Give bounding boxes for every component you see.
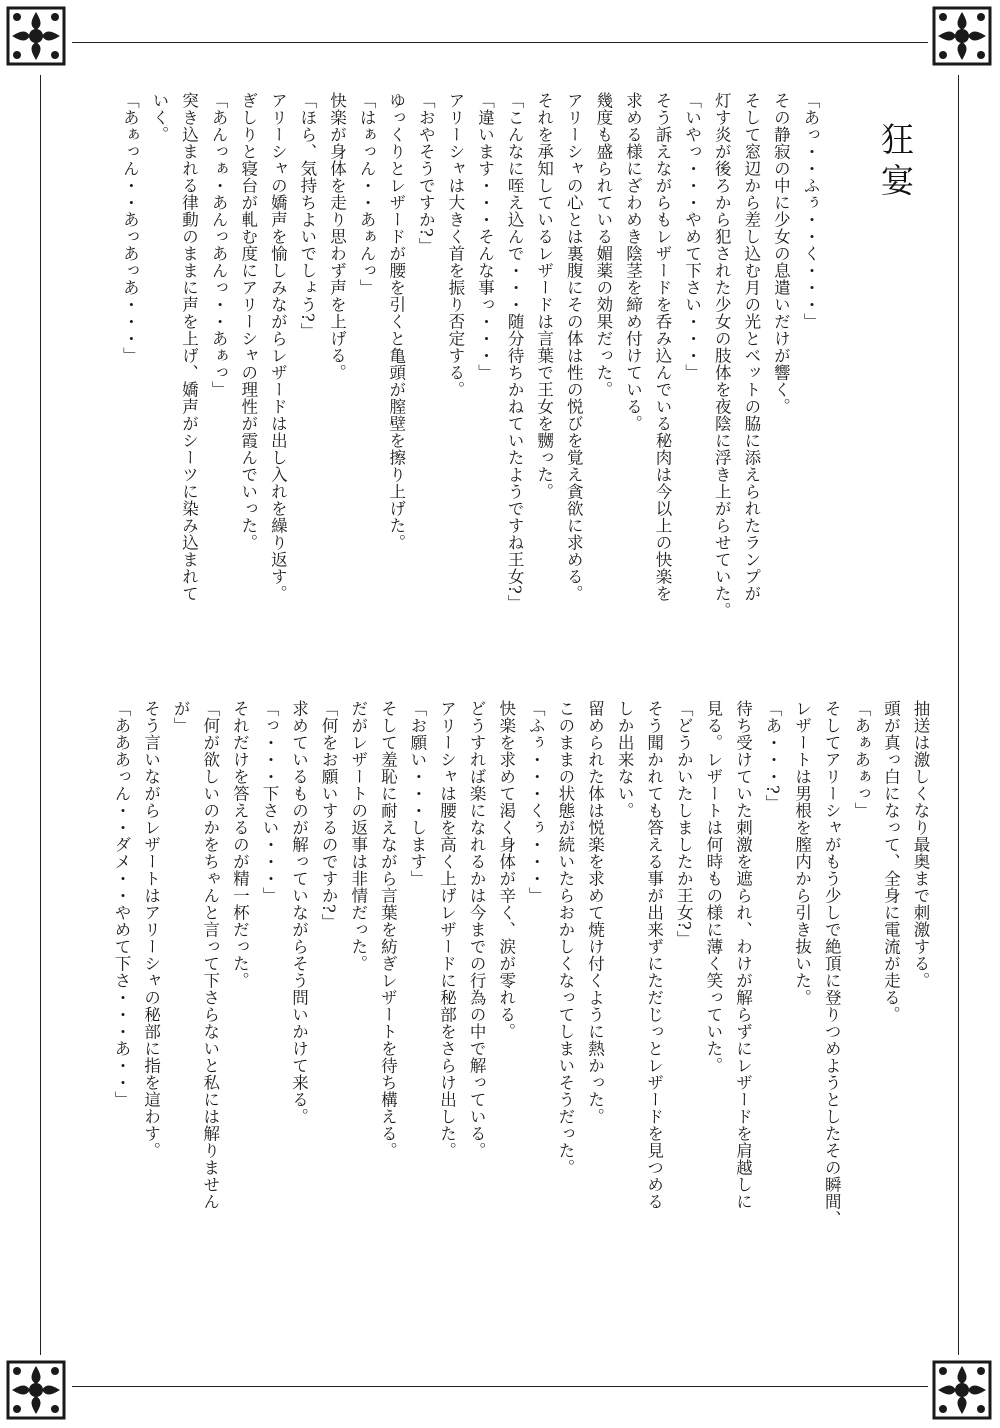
text-line: 待ち受けていた刺激を遮られ、わけが解らずにレザードを肩越しに: [733, 700, 753, 1210]
text-line: 抽送は激しくなり最奥まで刺激する。: [911, 700, 930, 989]
text-line: 「あっ・・ふぅ・・く・・・」: [801, 92, 820, 330]
text-line: 「あんっぁ・あんっあんっ・・あぁっ」: [209, 92, 229, 398]
text-line: そう訴えながらもレザードを呑み込んでいる秘肉は今以上の快楽を: [653, 92, 673, 602]
text-line: 「違います・・・そんな事っ・・・」: [475, 92, 495, 381]
text-line: 「おやそうですか?」: [416, 92, 436, 255]
text-line: 「あああっん・・ダメ・・やめて下さ・・・あ・・」: [111, 700, 131, 1108]
text-line: このままの状態が続いたらおかしくなってしまいそうだった。: [555, 700, 575, 1176]
text-line: 突き込まれる律動のままに声を上げ、嬌声がシーツに染み込まれて: [179, 92, 199, 602]
text-line: 「何をお願いするのですか?」: [319, 700, 339, 931]
lower-text-block: [80, 700, 935, 1340]
corner-ornament-icon: [4, 4, 68, 68]
bottom-border-rule: [72, 1386, 928, 1387]
text-line: 「こんなに咥え込んで・・・随分待ちかねていたようですね王女?」: [505, 92, 525, 612]
upper-text-block: [80, 92, 825, 682]
text-line: 「いやっ・・・やめて下さい・・・」: [682, 92, 702, 381]
right-border-rule: [958, 75, 959, 1355]
text-line: アリーシャの心とは裏腹にその体は性の悦びを覚え貪欲に求める。: [564, 92, 584, 602]
text-line: そして羞恥に耐えながら言葉を紡ぎレザートを待ち構える。: [378, 700, 398, 1159]
text-line: 快楽が身体を走り思わず声を上げる。: [327, 92, 347, 381]
text-line: レザートは男根を膣内から引き抜いた。: [792, 700, 812, 1006]
text-line: 「ふぅ・・・くぅ・・・」: [526, 700, 546, 904]
text-line: そう聞かれても答える事が出来ずにただじっとレザードを見つめる: [644, 700, 664, 1210]
text-line: 求める様にざわめき陰茎を締め付けている。: [623, 92, 643, 432]
text-line: いく。: [149, 92, 169, 143]
text-line: 求めているものが解っていながらそう問いかけて来る。: [289, 700, 309, 1125]
text-line: その静寂の中に少女の息遣いだけが響く。: [771, 92, 791, 415]
top-border-rule: [72, 42, 928, 43]
text-line: アリーシャは腰を高く上げレザードに秘部をさらけ出した。: [437, 700, 457, 1159]
text-line: が」: [171, 700, 191, 734]
text-line: それだけを答えるのが精一杯だった。: [230, 700, 250, 989]
text-line: 幾度も盛られている媚薬の効果だった。: [593, 92, 613, 398]
text-line: 「あぁあぁっ」: [851, 700, 871, 819]
text-line: 快楽を求めて渇く身体が辛く、涙が零れる。: [496, 700, 516, 1040]
text-line: そしてアリーシャがもう少しで絶頂に登りつめようとしたその瞬間、: [822, 700, 842, 1227]
corner-ornament-icon: [930, 1358, 994, 1422]
text-line: だがレザートの返事は非情だった。: [348, 700, 368, 972]
text-line: 頭が真っ白になって、全身に電流が走る。: [881, 700, 901, 1023]
text-line: 「ほら、気持ちよいでしょう?」: [297, 92, 317, 340]
text-line: 「はぁっん・・あぁんっ」: [357, 92, 377, 296]
text-line: 「何が欲しいのかをちゃんと言って下さらないと私には解りません: [200, 700, 220, 1210]
text-line: 留められた体は悦楽を求めて焼け付くように熱かった。: [585, 700, 605, 1125]
text-line: 見る。レザートは何時もの様に薄く笑っていた。: [703, 700, 723, 1074]
chapter-title: 狂宴: [876, 122, 915, 204]
text-line: アリーシャの嬌声を愉しみながらレザードは出し入れを繰り返す。: [268, 92, 288, 602]
text-line: どうすれば楽になれるかは今までの行為の中で解っている。: [467, 700, 487, 1159]
text-line: ぎしりと寝台が軋む度にアリーシャの理性が霞んでいった。: [238, 92, 258, 551]
text-line: それを承知しているレザードは言葉で王女を嬲った。: [534, 92, 554, 500]
text-line: しか出来ない。: [615, 700, 635, 819]
text-line: 灯す炎が後ろから犯された少女の肢体を夜陰に浮き上がらせていた。: [712, 92, 732, 619]
text-line: そして窓辺から差し込む月の光とベットの脇に添えられたランプが: [741, 92, 761, 602]
text-line: 「っ・・・下さい・・・」: [259, 700, 279, 904]
text-line: アリーシャは大きく首を振り否定する。: [445, 92, 465, 398]
text-line: 「あ・・・?」: [763, 700, 783, 812]
text-line: 「どうかいたしましたか王女?」: [674, 700, 694, 948]
left-border-rule: [40, 75, 41, 1355]
corner-ornament-icon: [4, 1358, 68, 1422]
text-line: 「あぁっん・・あっあっあ・・・」: [120, 92, 140, 364]
text-line: そう言いながらレザートはアリーシャの秘部に指を這わす。: [141, 700, 161, 1159]
corner-ornament-icon: [930, 4, 994, 68]
text-line: ゆっくりとレザードが腰を引くと亀頭が膣壁を擦り上げた。: [386, 92, 406, 551]
text-line: 「お願い・・・します」: [407, 700, 427, 887]
